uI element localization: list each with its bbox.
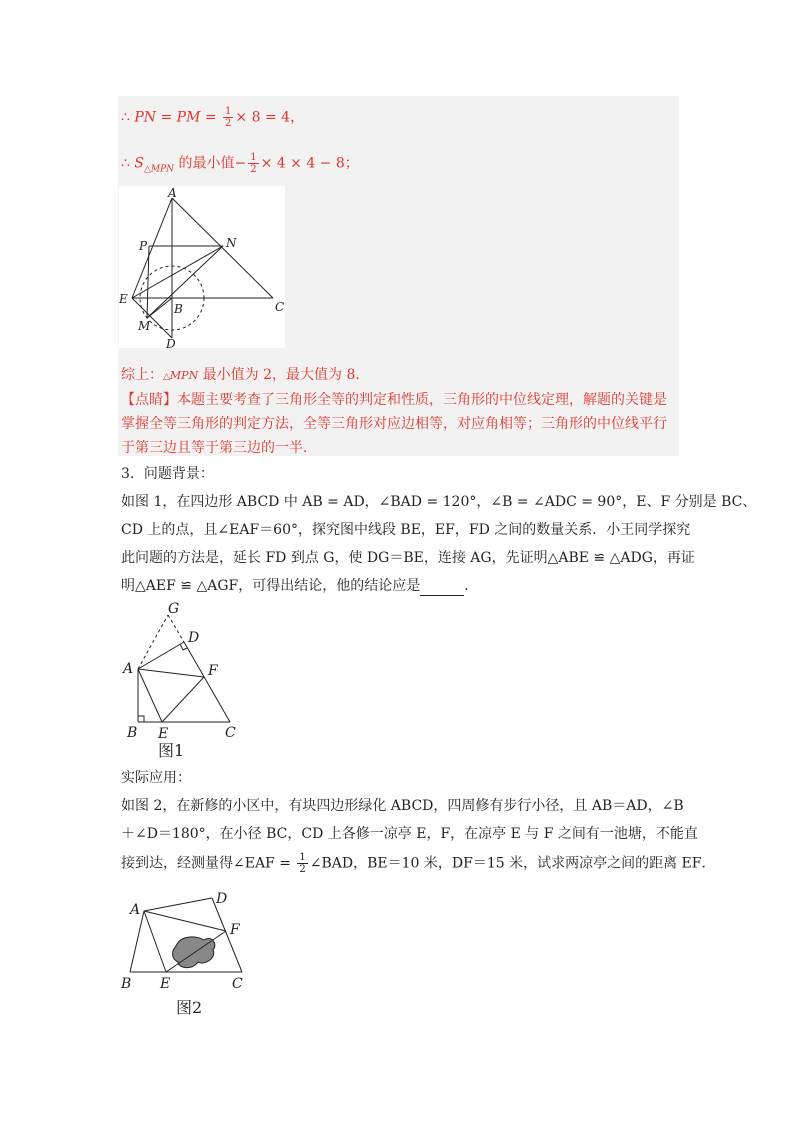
- equation-pn-pm: PN = PM =: [134, 109, 222, 126]
- problem-text-line-2: CD 上的点，且∠EAF＝60°，探究图中线段 BE，EF，FD 之间的数量关系．小王同学探究: [121, 522, 691, 538]
- area-symbol: S: [134, 155, 144, 172]
- segment-EF: [162, 677, 204, 722]
- punctuation: ，: [290, 109, 305, 126]
- figure-2-caption: 图2: [176, 998, 203, 1017]
- figure-1-caption: 图1: [158, 741, 185, 760]
- label-P: P: [139, 239, 148, 253]
- label-E: E: [119, 292, 128, 306]
- comment-tag: 【点睛】: [121, 392, 177, 408]
- comment-text-1: 本题主要考查了三角形全等的判定和性质，三角形的中位线定理，解题的关键是: [177, 392, 667, 408]
- application-text-line-3: [121, 852, 716, 875]
- fraction-half: $\frac{1}{2}$: [299, 852, 306, 875]
- application-text-line-3-start: 接到达，经测量得∠EAF =: [121, 855, 296, 872]
- triangle-name: MPN: [169, 369, 199, 382]
- segment-AD: [138, 642, 184, 669]
- segment-AB: [130, 911, 144, 972]
- label-D: D: [216, 891, 228, 907]
- label-A: A: [123, 661, 134, 677]
- label-A: A: [130, 902, 141, 918]
- comment-line-2: 掌握全等三角形的判定方法，全等三角形对应边相等，对应角相等；三角形的中位线平行: [121, 416, 667, 432]
- summary-line: [121, 365, 369, 387]
- label-C: C: [225, 725, 236, 741]
- solution-line-2: [121, 152, 359, 179]
- segment-GD-dashed: [168, 615, 184, 642]
- label-B: B: [127, 725, 138, 741]
- application-text-line-3-end: ∠BAD，BE＝10 米，DF＝15 米，试求两凉亭之间的距离 EF．: [309, 855, 716, 872]
- summary-prefix: 综上：: [121, 367, 163, 383]
- fraction-half: $\frac{1}{2}$: [250, 152, 257, 175]
- application-text-line-2: ＋∠D＝180°，在小径 BC，CD 上各修一凉亭 E，F，在凉亭 E 与 F 之间有一池塘，不能直: [121, 826, 698, 842]
- problem-heading: 3．问题背景：: [121, 466, 214, 482]
- application-text-line-1: 如图 2，在新修的小区中，有块四边形绿化 ABCD，四周修有步行小径，且 AB＝AD，∠B: [121, 798, 684, 814]
- segment-AE: [144, 911, 166, 972]
- label-B: B: [174, 302, 183, 316]
- application-heading: 实际应用：: [121, 770, 191, 786]
- segment-AF: [144, 911, 226, 931]
- label-F: F: [208, 663, 218, 679]
- label-F: F: [230, 922, 240, 938]
- label-D: D: [188, 630, 200, 646]
- right-angle-B: [138, 716, 144, 722]
- label-G: G: [168, 601, 180, 617]
- equation-tail: × 8 = 4: [235, 109, 291, 126]
- segment-AE: [138, 669, 162, 722]
- therefore-symbol: ∴: [121, 109, 135, 126]
- segment-AD: [144, 898, 212, 911]
- comment-line-1: [121, 390, 667, 410]
- solution-line-1: [121, 106, 304, 129]
- problem-text-line-4-body: 明△AEF ≌ △AGF，可得出结论，他的结论应是: [121, 578, 421, 594]
- figure-2: [118, 884, 258, 1024]
- segment-AG-dashed: [138, 615, 168, 669]
- punctuation: ；: [344, 155, 359, 172]
- segment-AF: [138, 669, 204, 677]
- label-N: N: [226, 236, 237, 250]
- label-E: E: [158, 726, 169, 742]
- summary-text: 最小值为 2，最大值为 8．: [202, 367, 370, 383]
- label-A: A: [168, 186, 177, 200]
- fraction-half: $\frac{1}{2}$: [225, 106, 232, 129]
- problem-text-line-3: 此问题的方法是，延长 FD 到点 G，使 DG＝BE，连接 AG，先证明△ABE ≌ △ADG，再证: [121, 550, 695, 566]
- equation-tail: × 4 × 4 − 8: [260, 155, 345, 172]
- area-subscript: △MPN: [143, 164, 175, 175]
- geometry-figure-circle: [119, 186, 285, 348]
- problem-text-line-1: 如图 1，在四边形 ABCD 中 AB = AD，∠BAD = 120°，∠B = ∠ADC = 90°，E、F 分别是 BC、: [121, 494, 757, 510]
- label-E: E: [160, 976, 171, 992]
- label-C: C: [275, 300, 285, 314]
- label-B: B: [121, 976, 132, 992]
- comment-line-3: 于第三边且等于第三边的一半．: [121, 440, 317, 456]
- triangle-symbol: △: [163, 372, 170, 382]
- label-C: C: [232, 976, 243, 992]
- therefore-symbol: ∴: [121, 155, 135, 172]
- min-value-label: 的最小值: [178, 155, 235, 172]
- figure-1: [118, 600, 248, 760]
- segment-DC: [184, 642, 230, 722]
- minus-sign: −: [234, 155, 247, 172]
- problem-text-line-4: [121, 576, 478, 596]
- answer-blank: [420, 581, 464, 596]
- label-D: D: [166, 337, 176, 348]
- label-M: M: [138, 319, 151, 333]
- punctuation: ．: [464, 578, 479, 594]
